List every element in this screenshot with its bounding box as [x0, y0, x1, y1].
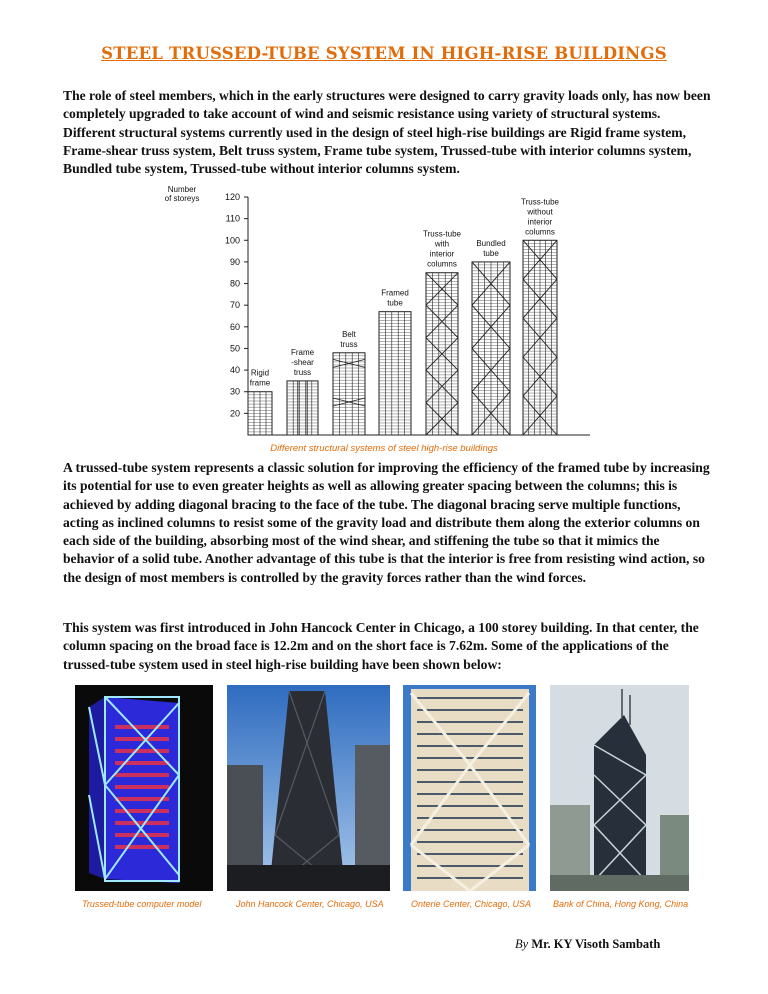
- bar-label-1: frame: [249, 378, 271, 388]
- computer-model-image: [75, 685, 213, 891]
- byline-prefix: By: [515, 937, 529, 951]
- byline-name: Mr. KY Visoth Sambath: [531, 937, 661, 951]
- structural-systems-chart: [160, 185, 600, 445]
- bar-label-1: Rigid: [250, 368, 270, 378]
- y-tick-label: 100: [224, 235, 240, 246]
- bar-label-7: without: [527, 207, 553, 217]
- caption-computer-model: Trussed-tube computer model: [82, 899, 202, 909]
- chart-caption: Different structural systems of steel high-rise buildings: [270, 443, 498, 454]
- bar-label-6: tube: [483, 248, 499, 258]
- bar-label-7: Truss-tube: [521, 197, 559, 207]
- bar-label-4: Framed: [381, 288, 409, 298]
- bar-label-2: Frame: [290, 347, 315, 357]
- onterie-center-photo: [403, 685, 536, 891]
- caption-onterie: Onterie Center, Chicago, USA: [411, 899, 532, 909]
- y-tick-label: 30: [229, 386, 240, 397]
- bank-of-china-photo: [550, 685, 689, 891]
- y-tick-label: 60: [229, 321, 240, 332]
- bar-label-4: tube: [387, 298, 403, 308]
- y-tick-label: 90: [229, 256, 240, 267]
- y-tick-label: 70: [229, 300, 240, 311]
- intro-paragraph: The role of steel members, which in the early structures were designed to carry gravity loads only, has now been completely upgraded to take account of wind and seismic resistance using variety of structural systems. Different structural systems currently used in the design of steel high-rise buildings are Rigid frame system, Frame-shear truss system, Belt truss system, Frame tube system, Trussed-tube with interior columns system, Bundled tube system, Trussed-tube without interior columns system.: [63, 88, 711, 177]
- bar-label-5: with: [434, 239, 450, 249]
- author-byline: [515, 937, 660, 952]
- trussed-tube-paragraph: A trussed-tube system represents a classic solution for improving the efficiency of the framed tube by increasing its potential for use to even greater heights as well as allowing greater spacing between the columns; this is achieved by adding diagonal bracing to the face of the tube. The diagonal bracing serve multiple functions, acting as inclined columns to resist some of the gravity load and distribute them along the exterior columns on each side of the building, absorbing most of the wind shear, and stiffening the tube so that it mimics the behavior of a solid tube. Another advantage of this tube is that the interior is free from resisting wind action, so the design of most members is controlled by the gravity forces rather than the wind forces.: [63, 460, 710, 585]
- bar-label-3: Belt: [342, 329, 356, 339]
- y-axis-label-line: of storeys: [164, 194, 200, 203]
- y-tick-label: 80: [229, 278, 240, 289]
- y-tick-label: 110: [225, 213, 240, 224]
- y-axis-label-line: Number: [167, 185, 197, 194]
- bar-building-4: [379, 312, 411, 435]
- chart-svg: [160, 185, 600, 445]
- caption-bank-of-china: Bank of China, Hong Kong, China: [553, 899, 689, 909]
- bar-label-2: -shear: [291, 357, 314, 367]
- bar-label-3: truss: [340, 339, 358, 349]
- y-tick-label: 20: [229, 408, 240, 419]
- page-title: STEEL TRUSSED-TUBE SYSTEM IN HIGH-RISE BUILDINGS: [101, 44, 667, 63]
- john-hancock-photo: [227, 685, 390, 891]
- bar-label-7: columns: [525, 227, 555, 237]
- bar-label-5: Truss-tube: [423, 229, 461, 239]
- bar-label-5: columns: [427, 259, 457, 269]
- y-tick-label: 120: [224, 192, 240, 202]
- bar-label-2: truss: [293, 367, 312, 377]
- caption-john-hancock: John Hancock Center, Chicago, USA: [236, 899, 384, 909]
- bar-label-7: interior: [527, 217, 553, 227]
- y-tick-label: 40: [229, 365, 240, 376]
- y-tick-label: 50: [229, 343, 240, 354]
- hancock-paragraph: This system was first introduced in John Hancock Center in Chicago, a 100 storey building. In that center, the column spacing on the broad face is 12.2m and on the short face is 7.62m. Some of the applications of the trussed-tube system used in steel high-rise building have been shown below:: [63, 620, 699, 672]
- bar-label-5: interior: [429, 249, 455, 259]
- bar-label-6: Bundled: [476, 238, 506, 248]
